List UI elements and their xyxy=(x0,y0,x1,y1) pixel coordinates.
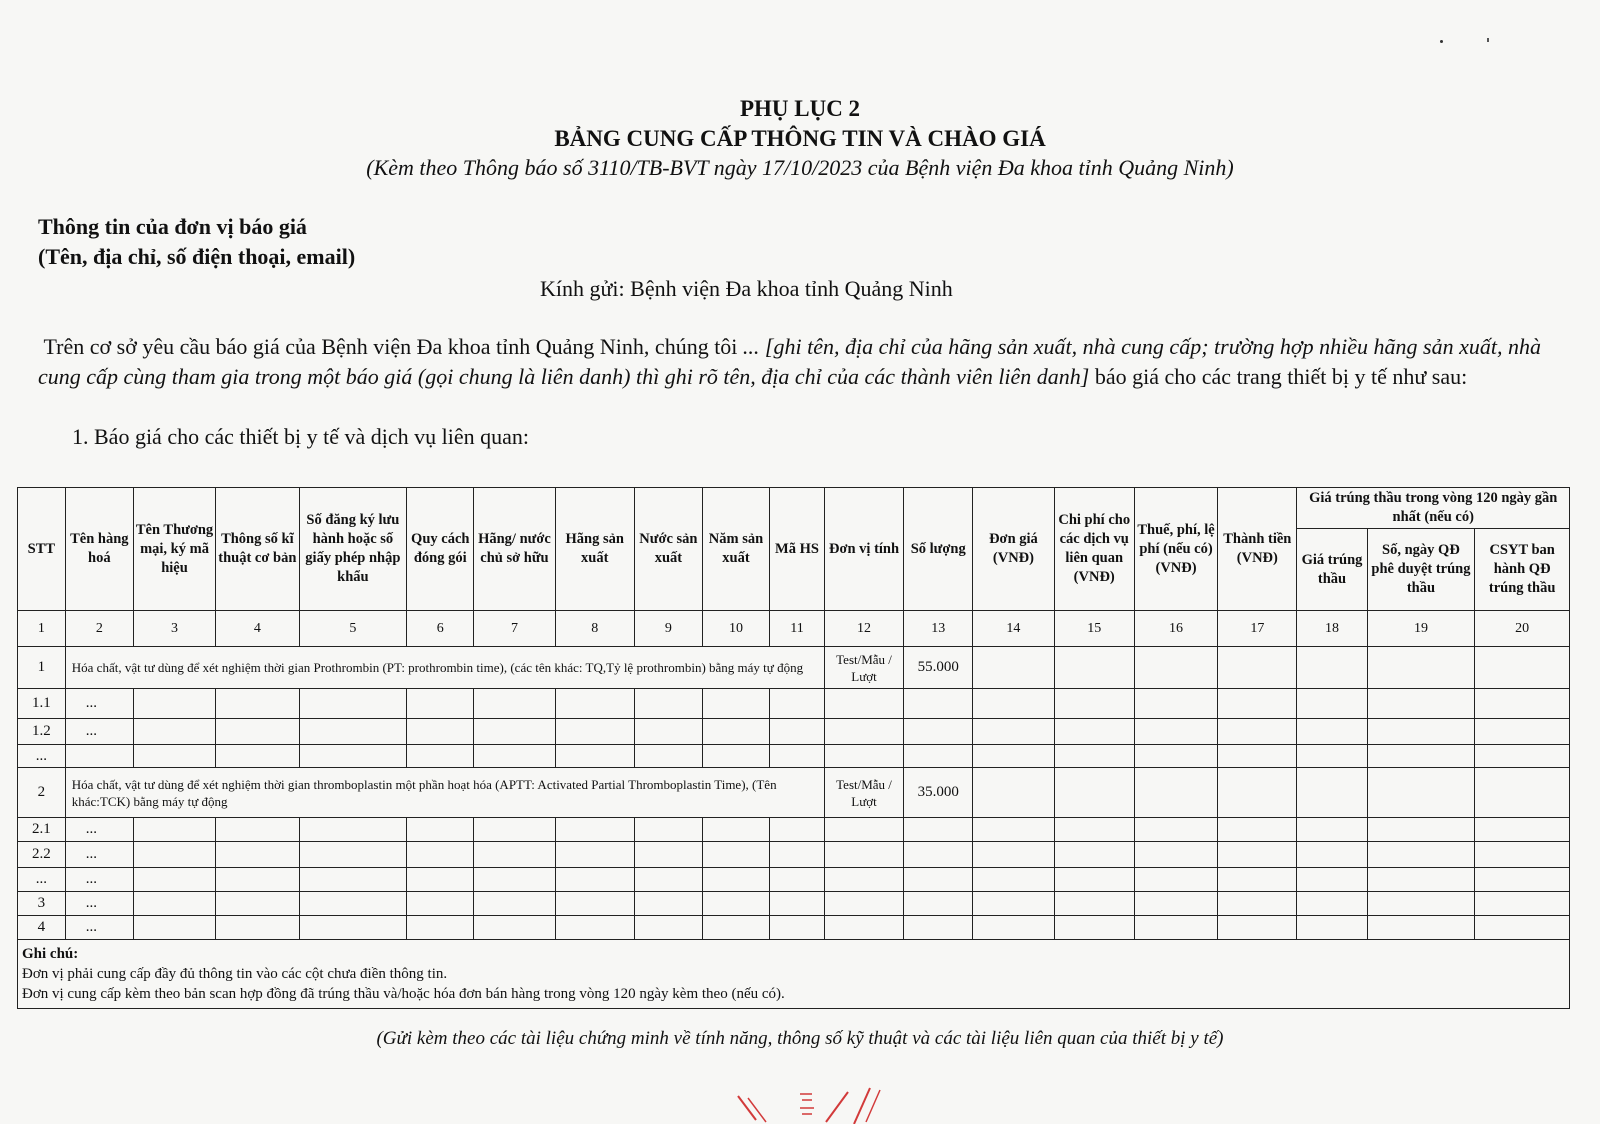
empty-cell[interactable] xyxy=(555,916,634,940)
empty-cell[interactable] xyxy=(770,842,825,868)
empty-cell[interactable] xyxy=(474,842,555,868)
header-quy-cach: Quy cách đóng gói xyxy=(407,488,474,611)
empty-cell[interactable] xyxy=(904,842,973,868)
empty-cell[interactable] xyxy=(216,892,299,916)
intro-text-end: báo giá cho các trang thiết bị y tế như sau: xyxy=(1089,364,1468,389)
empty-cell[interactable] xyxy=(702,818,769,842)
col-num: 3 xyxy=(133,611,215,647)
form-title: BẢNG CUNG CẤP THÔNG TIN VÀ CHÀO GIÁ xyxy=(554,126,1046,151)
stt-cell: 1.1 xyxy=(18,689,66,719)
empty-cell[interactable] xyxy=(973,892,1054,916)
col-num: 18 xyxy=(1297,611,1367,647)
table-row xyxy=(18,868,1570,892)
header-csyt: CSYT ban hành QĐ trúng thầu xyxy=(1475,529,1570,611)
header-so-dang-ky: Số đăng ký lưu hành hoặc số giấy phép nhập khẩu xyxy=(299,488,407,611)
empty-cell[interactable] xyxy=(904,916,973,940)
empty-cell[interactable] xyxy=(1054,916,1134,940)
header-stt: STT xyxy=(18,488,66,611)
empty-cell[interactable] xyxy=(555,868,634,892)
empty-cell[interactable] xyxy=(1297,768,1367,818)
empty-cell[interactable] xyxy=(474,689,555,719)
header-chi-phi: Chi phí cho các dịch vụ liên quan (VNĐ) xyxy=(1054,488,1134,611)
col-num: 5 xyxy=(299,611,407,647)
stt-cell: 4 xyxy=(18,916,66,940)
empty-cell[interactable] xyxy=(407,719,474,745)
empty-cell[interactable] xyxy=(1475,745,1570,768)
empty-cell[interactable] xyxy=(555,892,634,916)
col-num: 9 xyxy=(634,611,702,647)
empty-cell[interactable] xyxy=(1054,719,1134,745)
empty-cell[interactable] xyxy=(1218,647,1297,689)
empty-cell[interactable] xyxy=(634,868,702,892)
empty-cell[interactable] xyxy=(407,842,474,868)
empty-cell[interactable] xyxy=(1475,868,1570,892)
empty-cell[interactable] xyxy=(1134,892,1217,916)
table-row xyxy=(18,892,1570,916)
col-num: 7 xyxy=(474,611,555,647)
header-ten-hang-hoa: Tên hàng hoá xyxy=(65,488,133,611)
empty-cell[interactable] xyxy=(133,719,215,745)
empty-cell[interactable] xyxy=(1367,842,1475,868)
stamp-graphic xyxy=(730,1086,910,1124)
empty-cell[interactable] xyxy=(1475,892,1570,916)
empty-cell[interactable] xyxy=(973,868,1054,892)
empty-cell[interactable] xyxy=(770,916,825,940)
empty-cell[interactable] xyxy=(973,842,1054,868)
quotation-table xyxy=(17,487,1570,1009)
empty-cell[interactable] xyxy=(1218,719,1297,745)
table-row xyxy=(18,719,1570,745)
header-gia-trung-thau: Giá trúng thầu xyxy=(1297,529,1367,611)
stt-cell: 2 xyxy=(18,768,66,818)
empty-cell[interactable] xyxy=(555,745,634,768)
empty-cell[interactable] xyxy=(1134,868,1217,892)
empty-cell[interactable] xyxy=(770,892,825,916)
empty-cell[interactable] xyxy=(555,842,634,868)
section-heading: 1. Báo giá cho các thiết bị y tế và dịch vụ liên quan: xyxy=(72,424,529,449)
empty-cell[interactable] xyxy=(1218,892,1297,916)
empty-cell[interactable] xyxy=(407,892,474,916)
empty-cell[interactable] xyxy=(299,689,407,719)
empty-cell[interactable] xyxy=(474,916,555,940)
empty-cell[interactable] xyxy=(1475,689,1570,719)
unit-cell: Test/Mẫu / Lượt xyxy=(824,647,903,689)
empty-cell[interactable] xyxy=(216,745,299,768)
empty-cell[interactable] xyxy=(1367,916,1475,940)
empty-cell[interactable] xyxy=(1367,745,1475,768)
intro-paragraph xyxy=(38,332,1568,392)
empty-cell[interactable] xyxy=(1297,868,1367,892)
notes-cell xyxy=(18,940,1570,1009)
col-num: 8 xyxy=(555,611,634,647)
empty-cell[interactable] xyxy=(1297,689,1367,719)
empty-cell[interactable] xyxy=(299,818,407,842)
table-row-item-1 xyxy=(18,647,1570,689)
header-ten-thuong-mai: Tên Thương mại, ký mã hiệu xyxy=(133,488,215,611)
empty-cell[interactable] xyxy=(216,842,299,868)
empty-cell[interactable] xyxy=(1054,818,1134,842)
table-row xyxy=(18,916,1570,940)
empty-cell[interactable] xyxy=(634,745,702,768)
scan-dot xyxy=(1487,38,1489,42)
header-nam-san-xuat: Năm sản xuất xyxy=(702,488,769,611)
empty-cell[interactable] xyxy=(133,868,215,892)
sender-info-heading: Thông tin của đơn vị báo giá xyxy=(38,214,307,239)
empty-cell[interactable] xyxy=(824,842,903,868)
scan-dot xyxy=(1440,40,1443,43)
notes-line-2: Đơn vị cung cấp kèm theo bản scan hợp đồng đã trúng thầu và/hoặc hóa đơn bán hàng trong vòng 120 ngày kèm theo (nếu có). xyxy=(22,986,785,1002)
empty-cell[interactable] xyxy=(1134,916,1217,940)
empty-cell[interactable] xyxy=(1297,916,1367,940)
empty-cell[interactable] xyxy=(702,842,769,868)
col-num: 16 xyxy=(1134,611,1217,647)
empty-cell[interactable] xyxy=(1218,768,1297,818)
empty-cell[interactable] xyxy=(634,818,702,842)
empty-cell[interactable] xyxy=(216,916,299,940)
table-row-item-2 xyxy=(18,768,1570,818)
form-subtitle: (Kèm theo Thông báo số 3110/TB-BVT ngày 17/10/2023 của Bệnh viện Đa khoa tỉnh Quảng Ninh) xyxy=(366,155,1234,180)
quantity-cell: 35.000 xyxy=(904,768,973,818)
empty-cell[interactable] xyxy=(973,916,1054,940)
empty-cell[interactable] xyxy=(1297,818,1367,842)
empty-cell[interactable] xyxy=(904,689,973,719)
col-num: 13 xyxy=(904,611,973,647)
empty-cell[interactable] xyxy=(1134,768,1217,818)
empty-cell[interactable] xyxy=(973,689,1054,719)
empty-cell[interactable] xyxy=(216,868,299,892)
empty-cell[interactable] xyxy=(1367,892,1475,916)
empty-cell[interactable] xyxy=(1134,689,1217,719)
empty-cell[interactable] xyxy=(216,689,299,719)
appendix-title: PHỤ LỤC 2 xyxy=(739,96,861,121)
empty-cell[interactable] xyxy=(216,818,299,842)
intro-text: Trên cơ sở yêu cầu báo giá của Bệnh viện Đa khoa tỉnh Quảng Ninh, chúng tôi xyxy=(43,334,743,359)
empty-cell[interactable] xyxy=(1134,647,1217,689)
header-so-luong: Số lượng xyxy=(904,488,973,611)
empty-cell[interactable] xyxy=(407,868,474,892)
empty-cell[interactable] xyxy=(702,745,769,768)
empty-cell[interactable] xyxy=(824,818,903,842)
empty-cell[interactable] xyxy=(1218,842,1297,868)
col-num: 12 xyxy=(824,611,903,647)
stt-cell: 1.2 xyxy=(18,719,66,745)
empty-cell[interactable] xyxy=(1297,647,1367,689)
header-hang-san-xuat: Hãng sản xuất xyxy=(555,488,634,611)
empty-cell[interactable] xyxy=(634,842,702,868)
table-row xyxy=(18,689,1570,719)
empty-cell[interactable] xyxy=(904,818,973,842)
header-thong-so: Thông số kĩ thuật cơ bản xyxy=(216,488,299,611)
empty-cell[interactable] xyxy=(474,868,555,892)
col-num: 2 xyxy=(65,611,133,647)
empty-cell[interactable] xyxy=(407,745,474,768)
empty-cell[interactable] xyxy=(634,719,702,745)
empty-cell[interactable] xyxy=(1218,916,1297,940)
col-num: 17 xyxy=(1218,611,1297,647)
empty-cell[interactable] xyxy=(555,818,634,842)
empty-cell[interactable] xyxy=(474,892,555,916)
empty-cell[interactable] xyxy=(407,916,474,940)
empty-cell[interactable] xyxy=(904,719,973,745)
notes-row xyxy=(18,940,1570,1009)
stt-cell: ... xyxy=(18,868,66,892)
name-cell[interactable]: ... xyxy=(65,916,133,940)
empty-cell[interactable] xyxy=(1475,818,1570,842)
empty-cell[interactable] xyxy=(1218,689,1297,719)
col-num: 15 xyxy=(1054,611,1134,647)
empty-cell[interactable] xyxy=(770,719,825,745)
empty-cell[interactable] xyxy=(133,892,215,916)
col-num: 10 xyxy=(702,611,769,647)
table-row xyxy=(18,745,1570,768)
stt-cell: 2.2 xyxy=(18,842,66,868)
empty-cell[interactable] xyxy=(1297,745,1367,768)
empty-cell[interactable] xyxy=(299,719,407,745)
empty-cell[interactable] xyxy=(824,689,903,719)
col-num: 6 xyxy=(407,611,474,647)
empty-cell[interactable] xyxy=(1218,745,1297,768)
empty-cell[interactable] xyxy=(973,768,1054,818)
col-num: 20 xyxy=(1475,611,1570,647)
empty-cell[interactable] xyxy=(133,842,215,868)
empty-cell[interactable] xyxy=(555,719,634,745)
empty-cell[interactable] xyxy=(702,868,769,892)
empty-cell[interactable] xyxy=(555,689,634,719)
empty-cell[interactable] xyxy=(1218,818,1297,842)
empty-cell[interactable] xyxy=(407,818,474,842)
empty-cell[interactable] xyxy=(1367,647,1475,689)
col-num: 11 xyxy=(770,611,825,647)
empty-cell[interactable] xyxy=(216,719,299,745)
empty-cell[interactable] xyxy=(133,745,215,768)
header-hang-nuoc-chu-so-huu: Hãng/ nước chủ sở hữu xyxy=(474,488,555,611)
header-gia-trung-thau-group: Giá trúng thầu trong vòng 120 ngày gần nhất (nếu có) xyxy=(1297,488,1570,529)
empty-cell[interactable] xyxy=(133,818,215,842)
empty-cell[interactable] xyxy=(770,689,825,719)
header-thanh-tien: Thành tiền (VNĐ) xyxy=(1218,488,1297,611)
empty-cell[interactable] xyxy=(1054,745,1134,768)
empty-cell[interactable] xyxy=(1297,719,1367,745)
quantity-cell: 55.000 xyxy=(904,647,973,689)
sender-info-hint: (Tên, địa chỉ, số điện thoại, email) xyxy=(38,244,356,269)
salutation: Kính gửi: Bệnh viện Đa khoa tỉnh Quảng Ninh xyxy=(540,276,953,301)
empty-cell[interactable] xyxy=(973,719,1054,745)
empty-cell[interactable] xyxy=(904,892,973,916)
empty-cell[interactable] xyxy=(1297,892,1367,916)
empty-cell[interactable] xyxy=(904,745,973,768)
empty-cell[interactable] xyxy=(1475,842,1570,868)
name-cell[interactable]: ... xyxy=(65,842,133,868)
stt-cell: 2.1 xyxy=(18,818,66,842)
empty-cell[interactable] xyxy=(1367,868,1475,892)
empty-cell[interactable] xyxy=(634,916,702,940)
empty-cell[interactable] xyxy=(1134,745,1217,768)
table-row xyxy=(18,818,1570,842)
empty-cell[interactable] xyxy=(973,818,1054,842)
empty-cell[interactable] xyxy=(1218,868,1297,892)
header-so-ngay-qd: Số, ngày QĐ phê duyệt trúng thầu xyxy=(1367,529,1475,611)
empty-cell[interactable] xyxy=(1367,689,1475,719)
name-cell[interactable]: ... xyxy=(65,719,133,745)
col-num: 14 xyxy=(973,611,1054,647)
empty-cell[interactable] xyxy=(1134,842,1217,868)
empty-cell[interactable] xyxy=(474,745,555,768)
header-don-vi-tinh: Đơn vị tính xyxy=(824,488,903,611)
empty-cell[interactable] xyxy=(1054,768,1134,818)
header-don-gia: Đơn giá (VNĐ) xyxy=(973,488,1054,611)
empty-cell[interactable] xyxy=(634,689,702,719)
empty-cell[interactable] xyxy=(1297,842,1367,868)
stt-cell: 3 xyxy=(18,892,66,916)
empty-cell[interactable] xyxy=(1367,719,1475,745)
empty-cell[interactable] xyxy=(1134,719,1217,745)
col-num: 4 xyxy=(216,611,299,647)
column-number-row xyxy=(18,611,1570,647)
empty-cell[interactable] xyxy=(1054,868,1134,892)
name-cell[interactable]: ... xyxy=(65,868,133,892)
empty-cell[interactable] xyxy=(702,719,769,745)
empty-cell[interactable] xyxy=(299,868,407,892)
empty-cell[interactable] xyxy=(1054,842,1134,868)
empty-cell[interactable] xyxy=(702,916,769,940)
col-num: 1 xyxy=(18,611,66,647)
empty-cell[interactable] xyxy=(824,892,903,916)
unit-cell: Test/Mẫu / Lượt xyxy=(824,768,903,818)
empty-cell[interactable] xyxy=(1475,719,1570,745)
empty-cell[interactable] xyxy=(634,892,702,916)
empty-cell[interactable] xyxy=(1475,768,1570,818)
empty-cell[interactable] xyxy=(702,689,769,719)
item-description: Hóa chất, vật tư dùng để xét nghiệm thời gian thromboplastin một phần hoạt hóa (APTT: Activated Partial Thromboplastin Time), (Tên khác:TCK) bằng máy tự động xyxy=(65,768,824,818)
notes-line-1: Đơn vị phải cung cấp đầy đủ thông tin vào các cột chưa điền thông tin. xyxy=(22,966,448,982)
stt-cell: 1 xyxy=(18,647,66,689)
empty-cell[interactable] xyxy=(824,916,903,940)
empty-cell[interactable] xyxy=(1475,916,1570,940)
name-cell[interactable]: ... xyxy=(65,818,133,842)
empty-cell[interactable] xyxy=(1475,647,1570,689)
col-num: 19 xyxy=(1367,611,1475,647)
empty-cell[interactable] xyxy=(299,842,407,868)
empty-cell[interactable] xyxy=(1367,818,1475,842)
name-cell[interactable]: ... xyxy=(65,689,133,719)
empty-cell[interactable] xyxy=(299,745,407,768)
empty-cell[interactable] xyxy=(973,745,1054,768)
footer-note: (Gửi kèm theo các tài liệu chứng minh về tính năng, thông số kỹ thuật và các tài liệu liên quan của thiết bị y tế) xyxy=(376,1028,1224,1049)
empty-cell[interactable] xyxy=(133,916,215,940)
empty-cell[interactable] xyxy=(770,868,825,892)
empty-cell[interactable] xyxy=(474,818,555,842)
empty-cell[interactable] xyxy=(1367,768,1475,818)
empty-cell[interactable] xyxy=(133,689,215,719)
empty-cell[interactable] xyxy=(824,745,903,768)
name-cell[interactable] xyxy=(65,745,133,768)
empty-cell[interactable] xyxy=(824,719,903,745)
empty-cell[interactable] xyxy=(474,719,555,745)
empty-cell[interactable] xyxy=(1054,689,1134,719)
empty-cell[interactable] xyxy=(1054,892,1134,916)
empty-cell[interactable] xyxy=(770,818,825,842)
header-ma-hs: Mã HS xyxy=(770,488,825,611)
header-nuoc-san-xuat: Nước sản xuất xyxy=(634,488,702,611)
empty-cell[interactable] xyxy=(299,916,407,940)
empty-cell[interactable] xyxy=(1054,647,1134,689)
name-cell[interactable]: ... xyxy=(65,892,133,916)
header-thue-phi: Thuế, phí, lệ phí (nếu có) (VNĐ) xyxy=(1134,488,1217,611)
empty-cell[interactable] xyxy=(824,868,903,892)
empty-cell[interactable] xyxy=(299,892,407,916)
empty-cell[interactable] xyxy=(702,892,769,916)
empty-cell[interactable] xyxy=(904,868,973,892)
empty-cell[interactable] xyxy=(770,745,825,768)
empty-cell[interactable] xyxy=(1134,818,1217,842)
table-row xyxy=(18,842,1570,868)
notes-title: Ghi chú: xyxy=(22,946,79,962)
intro-placeholder: ... [ghi tên, địa chỉ của hãng sản xuất, nhà cung cấp; trường hợp nhiều hãng sản xuất, nhà cung cấp cùng tham gia trong một báo giá (gọi chung là liên danh) thì ghi rõ tên, địa chỉ của các thành viên liên danh] xyxy=(38,334,1541,389)
empty-cell[interactable] xyxy=(973,647,1054,689)
empty-cell[interactable] xyxy=(407,689,474,719)
item-description: Hóa chất, vật tư dùng để xét nghiệm thời gian Prothrombin (PT: prothrombin time), (các tên khác: TQ,Tỷ lệ prothrombin) bằng máy tự động xyxy=(65,647,824,689)
stt-cell: ... xyxy=(18,745,66,768)
